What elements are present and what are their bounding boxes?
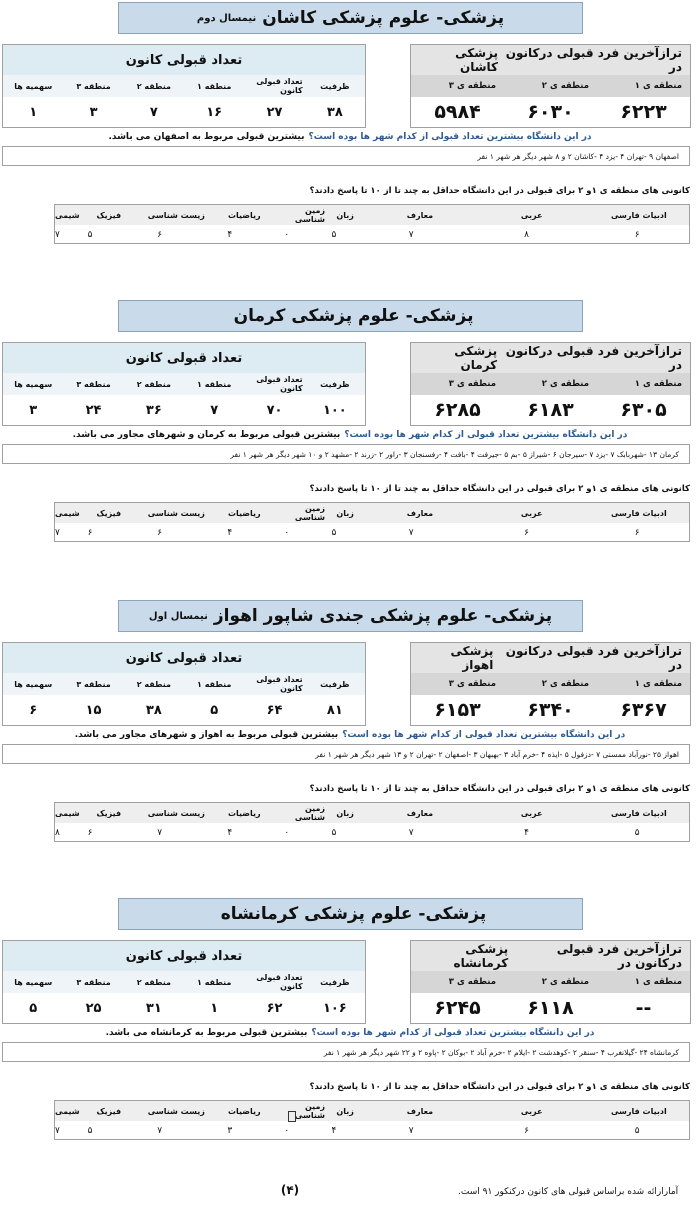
rank-headers (411, 971, 690, 993)
admits-value: ۵ (29, 1000, 38, 1016)
subject-header: عربی (520, 1106, 543, 1116)
subject-score: ۰ (284, 828, 290, 838)
rank-headers (411, 75, 690, 97)
subject-score: ۷ (157, 828, 163, 838)
rank-value: ۶۱۱۸ (527, 997, 574, 1019)
university-section (0, 300, 700, 600)
subject-table (54, 1100, 690, 1140)
admits-headers (3, 75, 365, 97)
admits-header: تعداد قبولی کانون (256, 77, 303, 95)
subject-score: ۵ (331, 528, 337, 538)
admits-values (3, 993, 365, 1023)
rank-title-prefix: ترازآخرین فرد قبولی درکانون در (505, 344, 682, 372)
admits-box-title: تعداد قبولی کانون (3, 643, 365, 673)
subject-header: عربی (520, 210, 543, 220)
admits-box-title: تعداد قبولی کانون (3, 343, 365, 373)
admits-header: تعداد قبولی کانون (256, 375, 303, 393)
footer-note: آمارارائه شده براساس قبولی های کانون درکنکور ۹۱ است. (458, 1187, 679, 1197)
subject-headers (55, 1101, 689, 1121)
subject-score: ۷ (408, 1126, 414, 1136)
rank-values (411, 97, 690, 127)
rank-headers (411, 673, 690, 695)
admits-values (3, 695, 365, 725)
rank-header: منطقه ی ۲ (541, 977, 589, 987)
admits-headers (3, 971, 365, 993)
rank-header: منطقه ی ۳ (448, 379, 496, 389)
subject-score: ۴ (227, 828, 233, 838)
subject-header: ادبیات فارسی (610, 210, 667, 220)
subject-header: ریاضیات (227, 1106, 261, 1116)
rank-box (410, 342, 691, 426)
subject-table (54, 204, 690, 244)
rank-box-title (411, 941, 690, 971)
admits-headers (3, 373, 365, 395)
rank-title-prefix: ترازآخرین فرد قبولی درکانون در (556, 942, 682, 970)
admits-value: ۷ (149, 104, 158, 120)
admits-header: منطقه ۲ (136, 977, 171, 987)
subject-score: ۵ (331, 230, 337, 240)
city-question-text: در این دانشگاه بیشترین تعداد قبولی از کدام شهر ها بوده است؟ (342, 730, 626, 740)
subject-score: ۷ (408, 230, 414, 240)
score-question: کانونی های منطقه ی ۱و ۲ برای قبولی در این دانشگاه حداقل به چند تا از ۱۰ تا پاسخ دادند؟ (309, 1082, 690, 1092)
subject-header: معارف (406, 210, 434, 220)
rank-value: ۶۲۴۵ (434, 997, 481, 1019)
section-note: نیمسال اول (148, 610, 208, 622)
rank-values (411, 993, 690, 1023)
subject-score: ۰ (284, 528, 290, 538)
rank-value: ۶۰۳۰ (527, 101, 574, 123)
rank-header: منطقه ی ۲ (541, 379, 589, 389)
rank-headers (411, 373, 690, 395)
subject-score: ۷ (55, 528, 60, 538)
subject-header: فیزیک (96, 210, 122, 220)
admits-header: سهمیه ها (14, 977, 53, 987)
rank-value: ۶۳۰۵ (620, 399, 667, 421)
rank-values (411, 395, 690, 425)
subject-header: معارف (406, 808, 434, 818)
subject-header: شیمی (55, 1106, 80, 1116)
rank-header: منطقه ی ۱ (634, 977, 682, 987)
rank-value: ۶۲۸۵ (434, 399, 481, 421)
subject-table (54, 802, 690, 842)
admits-value: ۳ (89, 104, 98, 120)
section-title: پزشکی- علوم پزشکی جندی شاپور اهواز (213, 606, 553, 626)
subject-header: زمین شناسی (294, 1102, 326, 1120)
rank-value: ۶۳۴۰ (527, 699, 574, 721)
section-title: پزشکی- علوم پزشکی کرمان (233, 306, 474, 326)
admits-header: منطقه ۱ (197, 379, 232, 389)
subject-header: عربی (520, 508, 543, 518)
rank-box (410, 940, 691, 1024)
university-section (0, 2, 700, 302)
university-section (0, 898, 700, 1198)
admits-value: ۶۲ (266, 1000, 283, 1016)
rank-value: -- (635, 997, 652, 1019)
rank-value: ۶۱۵۳ (434, 699, 481, 721)
rank-header: منطقه ی ۳ (448, 977, 496, 987)
admits-header: منطقه ۲ (136, 679, 171, 689)
subject-score: ۶ (157, 528, 163, 538)
admits-header: ظرفیت (320, 379, 350, 389)
subject-headers (55, 503, 689, 523)
rank-box (410, 642, 691, 726)
admits-header: ظرفیت (320, 81, 350, 91)
subject-header: فیزیک (96, 1106, 122, 1116)
subject-header: زیست شناسی (147, 210, 205, 220)
subject-score: ۴ (331, 1126, 337, 1136)
admits-header: سهمیه ها (14, 379, 53, 389)
admits-header: منطقه ۲ (136, 379, 171, 389)
city-question (0, 430, 700, 440)
subject-score: ۶ (524, 528, 529, 538)
city-question (0, 730, 700, 740)
admits-box-title: تعداد قبولی کانون (3, 941, 365, 971)
city-question (0, 132, 700, 142)
rank-value: ۵۹۸۴ (434, 101, 481, 123)
city-list: کرمان ۱۳ -شهربابک ۷ -یزد ۷ -سیرجان ۶ -شیراز ۵ -بم ۵ -جیرفت ۴ -بافت ۴ -رفسنجان ۳ -راور ۲ -زرند ۲ -مشهد ۲ و ۱۰ شهر دیگر هر شهر ۱ نفر (2, 444, 690, 464)
subject-score: ۷ (157, 1126, 163, 1136)
subject-score: ۴ (524, 828, 529, 838)
subject-scores (55, 823, 689, 843)
admits-header: منطقه ۲ (136, 81, 171, 91)
subject-header: فیزیک (96, 508, 122, 518)
subject-header: معارف (406, 508, 434, 518)
subject-score: ۸ (55, 828, 60, 838)
admits-value: ۱۶ (206, 104, 223, 120)
admits-header: تعداد قبولی کانون (256, 675, 303, 693)
subject-header: شیمی (55, 508, 80, 518)
subject-header: زیست شناسی (147, 808, 205, 818)
subject-header: ریاضیات (227, 508, 261, 518)
subject-score: ۵ (87, 1126, 93, 1136)
subject-score: ۶ (524, 1126, 529, 1136)
rank-header: منطقه ی ۳ (448, 679, 496, 689)
subject-header: ادبیات فارسی (610, 508, 667, 518)
subject-score: ۰ (284, 1126, 290, 1136)
subject-header: زیست شناسی (147, 508, 205, 518)
subject-header: ادبیات فارسی (610, 1106, 667, 1116)
city-answer: بیشترین قبولی مربوط به اهواز و شهرهای مجاور می باشد. (74, 730, 339, 740)
subject-score: ۵ (634, 1126, 640, 1136)
subject-score: ۴ (227, 528, 233, 538)
rank-title-university: پزشکی کرمانشاه (453, 942, 509, 970)
admits-value: ۲۵ (85, 1000, 102, 1016)
rank-header: منطقه ی ۱ (634, 679, 682, 689)
admits-header: ظرفیت (320, 977, 350, 987)
admits-value: ۳۶ (145, 402, 162, 418)
rank-title-university: پزشکی کرمان (454, 344, 498, 372)
subject-score: ۵ (331, 828, 337, 838)
rank-value: ۶۲۲۳ (620, 101, 667, 123)
rank-title-prefix: ترازآخرین فرد قبولی درکانون در (505, 644, 682, 672)
section-banner (118, 898, 583, 930)
admits-header: سهمیه ها (14, 81, 53, 91)
subject-header: زبان (336, 808, 354, 818)
subject-header: عربی (520, 808, 543, 818)
rank-values (411, 695, 690, 725)
subject-score: ۰ (284, 230, 290, 240)
city-answer: بیشترین قبولی مربوط به کرمان و شهرهای مجاور می باشد. (72, 430, 341, 440)
section-title: پزشکی- علوم پزشکی کرمانشاه (220, 904, 487, 924)
score-question: کانونی های منطقه ی ۱و ۲ برای قبولی در این دانشگاه حداقل به چند تا از ۱۰ تا پاسخ دادند؟ (309, 186, 690, 196)
subject-score: ۸ (524, 230, 529, 240)
subject-header: زبان (336, 1106, 354, 1116)
admits-header: منطقه ۱ (197, 679, 232, 689)
section-banner (118, 300, 583, 332)
subject-header: زمین شناسی (294, 504, 326, 522)
admits-value: ۸۱ (326, 702, 343, 718)
admits-value: ۱ (210, 1000, 219, 1016)
subject-score: ۶ (87, 528, 93, 538)
admits-box (2, 940, 366, 1024)
rank-header: منطقه ی ۲ (541, 81, 589, 91)
admits-value: ۲۴ (85, 402, 102, 418)
subject-header: زبان (336, 210, 354, 220)
subject-score: ۴ (227, 230, 233, 240)
rank-title-university: پزشکی اهواز (450, 644, 494, 672)
subject-score: ۵ (87, 230, 93, 240)
subject-header: زمین شناسی (294, 804, 326, 822)
subject-score: ۶ (87, 828, 93, 838)
rank-header: منطقه ی ۱ (634, 379, 682, 389)
section-note: نیمسال دوم (196, 12, 257, 24)
admits-box (2, 44, 366, 128)
admits-value: ۵ (210, 702, 219, 718)
city-answer: بیشترین قبولی مربوط به کرمانشاه می باشد. (105, 1028, 308, 1038)
rank-value: ۶۱۸۳ (527, 399, 574, 421)
city-question-text: در این دانشگاه بیشترین تعداد قبولی از کدام شهر ها بوده است؟ (308, 132, 592, 142)
subject-header: فیزیک (96, 808, 122, 818)
subject-header: زبان (336, 508, 354, 518)
subject-score: ۳ (227, 1126, 233, 1136)
section-banner (118, 2, 583, 34)
admits-value: ۱ (29, 104, 38, 120)
rank-header: منطقه ی ۳ (448, 81, 496, 91)
admits-header: منطقه ۳ (76, 81, 111, 91)
admits-value: ۷ (210, 402, 219, 418)
rank-box-title (411, 343, 690, 373)
subject-header: معارف (406, 1106, 434, 1116)
admits-header: منطقه ۳ (76, 379, 111, 389)
rank-box-title (411, 45, 690, 75)
subject-score: ۵ (634, 828, 640, 838)
rank-title-university: پزشکی کاشان (455, 46, 499, 74)
admits-header: منطقه ۳ (76, 679, 111, 689)
city-list: اصفهان ۹ -تهران ۴ -یزد ۴ -کاشان ۲ و ۸ شهر دیگر هر شهر ۱ نفر (2, 146, 690, 166)
city-list: کرمانشاه ۲۴ -گیلانغرب ۴ -سنقر ۲ -کوهدشت ۲ -ایلام ۲ -خرم آباد ۲ -بوکان ۲ -پاوه ۲ و ۲۲ شهر دیگر هر شهر ۱ نفر (2, 1042, 690, 1062)
admits-value: ۳ (29, 402, 38, 418)
subject-scores (55, 225, 689, 245)
admits-value: ۷۰ (266, 402, 283, 418)
subject-header: ریاضیات (227, 210, 261, 220)
score-question: کانونی های منطقه ی ۱و ۲ برای قبولی در این دانشگاه حداقل به چند تا از ۱۰ تا پاسخ دادند؟ (309, 484, 690, 494)
admits-value: ۱۵ (85, 702, 102, 718)
score-question: کانونی های منطقه ی ۱و ۲ برای قبولی در این دانشگاه حداقل به چند تا از ۱۰ تا پاسخ دادند؟ (309, 784, 690, 794)
admits-header: منطقه ۱ (197, 81, 232, 91)
subject-header: زمین شناسی (294, 206, 326, 224)
university-section (0, 600, 700, 900)
subject-header: ریاضیات (227, 808, 261, 818)
admits-header: منطقه ۳ (76, 977, 111, 987)
admits-value: ۲۷ (266, 104, 283, 120)
subject-scores (55, 1121, 689, 1141)
admits-box (2, 642, 366, 726)
page-number: (۴) (280, 1183, 300, 1197)
rank-box (410, 44, 691, 128)
subject-score: ۷ (408, 528, 414, 538)
admits-value: ۶۴ (266, 702, 283, 718)
admits-value: ۱۰۶ (322, 1000, 347, 1016)
city-question (0, 1028, 700, 1038)
city-list: اهواز ۲۵ -نورآباد ممسنی ۷ -دزفول ۵ -ایذه ۴ -خرم آباد ۳ -بهبهان ۳ -اصفهان ۲ -تهران ۲ و ۱۳ شهر دیگر هر شهر ۱ نفر (2, 744, 690, 764)
subject-table (54, 502, 690, 542)
city-question-text: در این دانشگاه بیشترین تعداد قبولی از کدام شهر ها بوده است؟ (344, 430, 628, 440)
admits-headers (3, 673, 365, 695)
subject-scores (55, 523, 689, 543)
admits-box (2, 342, 366, 426)
subject-header: ادبیات فارسی (610, 808, 667, 818)
subject-score: ۶ (157, 230, 163, 240)
admits-values (3, 395, 365, 425)
rank-header: منطقه ی ۲ (541, 679, 589, 689)
subject-score: ۷ (55, 1126, 60, 1136)
admits-header: سهمیه ها (14, 679, 53, 689)
subject-score: ۶ (634, 528, 640, 538)
admits-value: ۶ (29, 702, 38, 718)
subject-header: شیمی (55, 808, 80, 818)
subject-score: ۶ (634, 230, 640, 240)
checkbox-mark (288, 1111, 296, 1122)
admits-header: منطقه ۱ (197, 977, 232, 987)
rank-box-title (411, 643, 690, 673)
city-question-text: در این دانشگاه بیشترین تعداد قبولی از کدام شهر ها بوده است؟ (311, 1028, 595, 1038)
subject-header: شیمی (55, 210, 80, 220)
admits-box-title: تعداد قبولی کانون (3, 45, 365, 75)
subject-headers (55, 803, 689, 823)
subject-score: ۷ (55, 230, 60, 240)
admits-header: ظرفیت (320, 679, 350, 689)
subject-header: زیست شناسی (147, 1106, 205, 1116)
admits-value: ۳۱ (145, 1000, 162, 1016)
rank-header: منطقه ی ۱ (634, 81, 682, 91)
admits-values (3, 97, 365, 127)
subject-headers (55, 205, 689, 225)
section-title: پزشکی- علوم پزشکی کاشان (262, 8, 505, 28)
section-banner (118, 600, 583, 632)
admits-value: ۳۸ (326, 104, 343, 120)
rank-value: ۶۳۶۷ (620, 699, 667, 721)
admits-header: تعداد قبولی کانون (256, 973, 303, 991)
rank-title-prefix: ترازآخرین فرد قبولی درکانون در (505, 46, 682, 74)
admits-value: ۳۸ (145, 702, 162, 718)
subject-score: ۷ (408, 828, 414, 838)
city-answer: بیشترین قبولی مربوط به اصفهان می باشد. (108, 132, 305, 142)
admits-value: ۱۰۰ (322, 402, 347, 418)
